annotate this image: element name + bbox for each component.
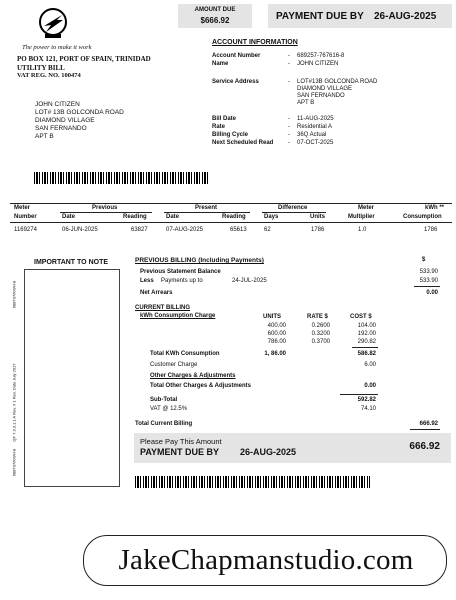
- tier-units: 786.00: [267, 339, 286, 345]
- total-other-label: Total Other Charges & Adjustments: [150, 383, 252, 389]
- meter2-group-header: Meter: [358, 205, 375, 211]
- mailing-line-3: DIAMOND VILLAGE: [35, 117, 95, 124]
- vat-value: 74.10: [360, 406, 376, 412]
- net-arrears-value: 0.00: [426, 290, 438, 296]
- tier-cost: 104.00: [357, 323, 376, 329]
- consumption-value: 1786: [424, 227, 438, 233]
- net-arrears-label: Net Arrears: [140, 290, 173, 296]
- pres-date-subheader: Date: [166, 214, 180, 220]
- units-subheader: Units: [310, 214, 325, 220]
- prev-balance-label: Previous Statement Balance: [140, 269, 221, 275]
- bill-title: UTILITY BILL: [17, 64, 65, 72]
- total-kwh-label: Total KWh Consumption: [150, 351, 220, 357]
- difference-subrule: [262, 212, 326, 213]
- rate-dash: -: [288, 124, 290, 130]
- current-billing-title: CURRENT BILLING: [135, 305, 190, 311]
- pay-amount-box: [134, 433, 451, 463]
- difference-group-header: Difference: [278, 205, 308, 211]
- pres-reading: 65613: [230, 227, 247, 233]
- company-address: PO BOX 121, PORT OF SPAIN, TRINIDAD: [17, 55, 151, 63]
- next-read-value: 07-OCT-2025: [297, 140, 334, 146]
- vat-registration: VAT REG. NO. 100474: [17, 72, 81, 79]
- mailing-address: [35, 101, 124, 141]
- service-address-line-3: SAN FERNANDO: [297, 93, 345, 99]
- service-address-line-1: LOT#13B GOLCONDA ROAD: [297, 79, 378, 85]
- billing-cycle-label: Billing Cycle: [212, 132, 249, 138]
- meter-group-header: Meter: [14, 205, 31, 211]
- prev-balance-value: 533.90: [419, 269, 438, 275]
- pres-reading-subheader: Reading: [222, 214, 246, 220]
- payments-date: 24-JUL-2025: [232, 278, 267, 284]
- mailing-line-1: JOHN CITIZEN: [35, 101, 80, 108]
- kwh-charge-label: kWh Consumption Charge: [140, 313, 216, 319]
- service-address-dash: -: [288, 79, 290, 85]
- currency-symbol: $: [422, 257, 426, 263]
- total-current-value: 666.92: [419, 421, 438, 427]
- side-code-bottom: 688T07/KWH-8: [11, 448, 17, 477]
- pay-due-date: 26-AUG-2025: [240, 447, 297, 457]
- tier-rate: 0.2600: [311, 323, 330, 329]
- subtotal-value: 592.82: [357, 397, 376, 403]
- previous-group-header: Previous: [92, 205, 118, 211]
- multiplier-subheader: Multiplier: [348, 214, 375, 220]
- bill-date-dash: -: [288, 116, 290, 122]
- billing-cycle-dash: -: [288, 132, 290, 138]
- cost-column-header: COST $: [350, 314, 372, 320]
- total-kwh-units: 1, 86.00: [264, 351, 286, 357]
- company-slogan: The power to make it work: [22, 44, 92, 51]
- kwh-group-header: kWh **: [425, 205, 445, 211]
- mailing-line-5: APT B: [35, 133, 54, 140]
- customer-charge-label: Customer Charge: [150, 362, 198, 368]
- previous-billing-title: PREVIOUS BILLING (Including Payments): [135, 257, 264, 264]
- pay-due-label: PAYMENT DUE BY: [140, 447, 220, 457]
- meter-number: 1169274: [14, 227, 37, 233]
- account-number-dash: -: [288, 53, 290, 59]
- barcode-top: [34, 172, 210, 184]
- subtotal-rule: [340, 394, 378, 395]
- units-column-header: UNITS: [263, 314, 281, 320]
- next-read-label: Next Scheduled Read: [212, 140, 274, 146]
- service-address-line-2: DIAMOND VILLAGE: [297, 86, 353, 92]
- subtotal-label: Sub-Total: [150, 397, 178, 403]
- meter-table-header-rule: [10, 222, 452, 223]
- payments-label: Payments up to: [161, 278, 203, 284]
- prev-date: 06-JUN-2025: [62, 227, 98, 233]
- consumption-subheader: Consumption: [403, 214, 442, 220]
- prev-reading-subheader: Reading: [123, 214, 147, 220]
- payment-due-date: 26-AUG-2025: [374, 11, 437, 22]
- vat-label: VAT @ 12.5%: [150, 406, 188, 412]
- tier-rule: [352, 347, 378, 348]
- present-subrule: [164, 212, 250, 213]
- service-address-label: Service Address: [212, 79, 259, 85]
- total-current-rule: [410, 429, 440, 430]
- tier-cost: 290.82: [357, 339, 376, 345]
- other-charges-title: Other Charges & Adjustments: [150, 373, 236, 379]
- tier-rate: 0.3700: [311, 339, 330, 345]
- customer-charge-value: 6.00: [364, 362, 376, 368]
- prev-reading: 63827: [131, 227, 148, 233]
- payment-due-box: [268, 4, 452, 28]
- tier-units: 400.00: [267, 323, 286, 329]
- amount-due-label: AMOUNT DUE: [194, 7, 236, 13]
- pay-amount-value: 666.92: [409, 441, 440, 452]
- rate-label: Rate: [212, 124, 226, 130]
- days-value: 62: [264, 227, 271, 233]
- account-info-title: ACCOUNT INFORMATION: [212, 39, 298, 46]
- bill-date-value: 11-AUG-2025: [297, 116, 334, 122]
- amount-due-value: $666.92: [200, 16, 230, 25]
- next-read-dash: -: [288, 140, 290, 146]
- payment-due-label: PAYMENT DUE BY: [276, 11, 364, 22]
- present-group-header: Present: [195, 205, 218, 211]
- rate-column-header: RATE $: [307, 314, 328, 320]
- payments-rule: [414, 286, 440, 287]
- side-code-middle: QF 7.3.3.1.1 A Rev. # 1 Rev. Date July 2017: [11, 363, 17, 442]
- meter-table-top-rule: [10, 203, 452, 204]
- mailing-line-2: LOT# 13B GOLCONDA ROAD: [35, 109, 124, 116]
- pres-date: 07-AUG-2025: [166, 227, 204, 233]
- name-label: Name: [212, 61, 229, 67]
- less-label: Less: [140, 278, 154, 284]
- amount-due-box: [178, 4, 252, 28]
- mailing-line-4: SAN FERNANDO: [35, 125, 87, 132]
- rate-value: Residential A: [297, 124, 333, 130]
- tier-cost: 192.00: [357, 331, 376, 337]
- bill-date-label: Bill Date: [212, 116, 237, 122]
- name-value: JOHN CITIZEN: [297, 61, 339, 67]
- total-kwh-cost: 586.82: [357, 351, 376, 357]
- name-dash: -: [288, 61, 290, 67]
- side-code-top: 688T07/KWH-8: [11, 280, 17, 309]
- previous-subrule: [60, 212, 152, 213]
- multiplier-value: 1.0: [358, 227, 367, 233]
- account-number-label: Account Number: [212, 53, 261, 59]
- days-subheader: Days: [264, 214, 279, 220]
- prev-date-subheader: Date: [62, 214, 76, 220]
- company-logo: [36, 6, 70, 40]
- total-current-label: Total Current Billing: [135, 421, 193, 427]
- tier-rate: 0.3200: [311, 331, 330, 337]
- tier-units: 600.00: [267, 331, 286, 337]
- important-title: IMPORTANT TO NOTE: [34, 259, 109, 266]
- total-other-value: 0.00: [364, 383, 376, 389]
- pay-amount-line: Please Pay This Amount: [140, 437, 222, 446]
- barcode-bottom: [135, 476, 370, 488]
- watermark-box: [83, 535, 447, 586]
- number-subheader: Number: [14, 214, 37, 220]
- payments-value: 533.90: [419, 278, 438, 284]
- watermark-text: JakeChapmanstudio.com: [118, 544, 414, 576]
- important-box: [24, 269, 120, 487]
- billing-cycle-value: 36Q Actual: [297, 132, 327, 138]
- units-value: 1786: [311, 227, 325, 233]
- account-number-value: 689257-767616-8: [297, 53, 345, 59]
- service-address-line-4: APT B: [297, 100, 315, 106]
